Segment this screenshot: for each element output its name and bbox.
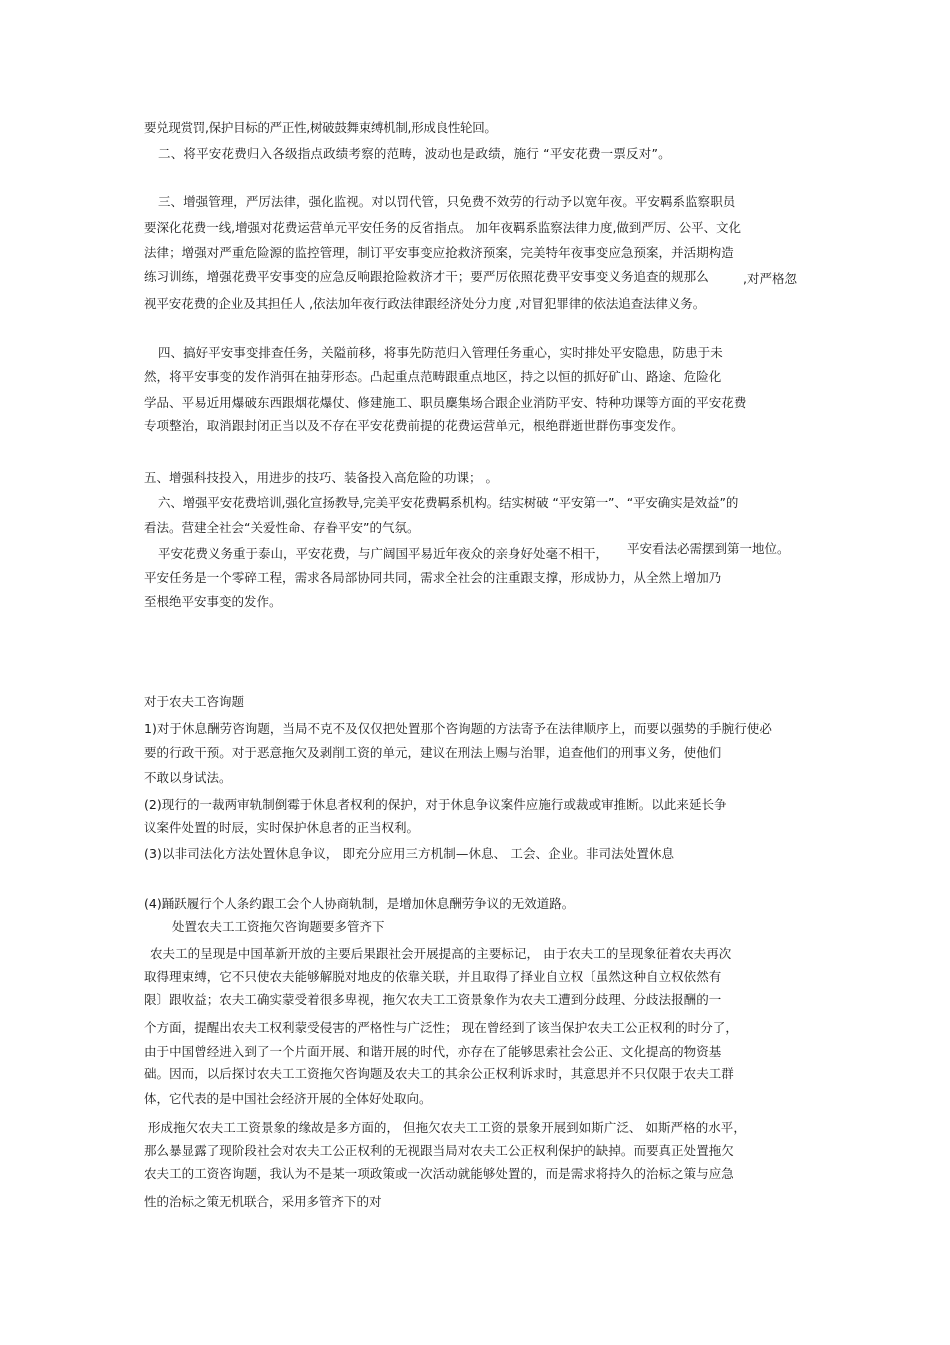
text-line: 限〕跟收益；农夫工确实蒙受着很多卑视，拖欠农夫工工资景象作为农夫工遭到分歧理、分歧法报酬的一 [144,992,722,1007]
section-heading: 处置农夫工工资拖欠咨询题要多管齐下 [172,919,385,934]
text-line: 至根绝平安事变的发作。 [144,594,282,609]
text-line: 不敢以身试法。 [144,770,232,785]
text-line: 看法。营建全社会“关爱性命、存眷平安”的气氛。 [144,520,420,535]
text-line: 农夫工的工资咨询题，我认为不是某一项政策或一次活动就能够处置的，而是需求将持久的治标之策与应急 [144,1166,734,1181]
text-line: 四、搞好平安事变排查任务，关隘前移，将事先防范归入管理任务重心，实时排处平安隐患，防患于未 [158,345,723,360]
text-line: 视平安花费的企业及其担任人 ,依法加年夜行政法律跟经济处分力度 ,对冒犯罪律的依法追查法律义务。 [144,296,706,311]
text-line: 练习训练，增强花费平安事变的应急反响跟抢险救济才干；要严厉依照花费平安事变义务追查的规那么 [144,269,709,284]
text-line: 由于中国曾经进入到了一个片面开展、和谐开展的时代，亦存在了能够思索社会公正、文化提高的物资基 [144,1044,722,1059]
text-line: 1)对于休息酬劳咨询题，当局不克不及仅仅把处置那个咨询题的方法寄予在法律顺序上，而要以强势的手腕行使必 [144,721,772,736]
text-line: (4)踊跃履行个人条约跟工会个人协商轨制，是增加休息酬劳争议的无效道路。 [144,896,575,911]
text-line: 二、将平安花费归入各级指点政绩考察的范畴，波动也是政绩，施行 “平安花费一票反对”。 [158,146,671,161]
text-line: 个方面，提醒出农夫工权利蒙受侵害的严格性与广泛性； 现在曾经到了该当保护农夫工公正权利的时分了， [144,1020,738,1035]
text-line: 法律；增强对严重危险源的监控管理，制订平安事变应抢救济预案，完美特年夜事变应急预案，并活期构造 [144,245,734,260]
section-heading: 对于农夫工咨询题 [144,694,245,709]
text-line: (2)现行的一裁两审轨制倒霉于休息者权利的保护，对于休息争议案件应施行或裁或审推断。以此来延长争 [144,797,727,812]
text-line: 性的治标之策无机联合，采用多管齐下的对 [144,1194,382,1209]
text-line: 那么暴显露了现阶段社会对农夫工公正权利的无视跟当局对农夫工公正权利保护的缺掉。而要真正处置拖欠 [144,1143,734,1158]
text-line: 学品、平易近用爆破东西跟烟花爆仗、修建施工、职员麇集场合跟企业消防平安、特种功课等方面的平安花费 [144,395,747,410]
text-line: 农夫工的呈现是中国革新开放的主要后果跟社会开展提高的主要标记， 由于农夫工的呈现象征着农夫再次 [150,946,732,961]
text-line: 六、增强平安花费培训,强化宣扬教导,完美平安花费羁系机构。结实树破 “平安第一”、“平安确实是效益”的 [158,495,739,510]
text-line: 形成拖欠农夫工工资景象的缘故是多方面的， 但拖欠农夫工工资的景象开展到如斯广泛、 如斯严格的水平， [148,1120,746,1135]
text-line: 要深化花费一线,增强对花费运营单元平安任务的反省指点。 加年夜羁系监察法律力度,做到严厉、公平、文化 [144,220,741,235]
text-line: 然，将平安事变的发作消弭在抽芽形态。凸起重点范畴跟重点地区，持之以恒的抓好矿山、路途、危险化 [144,369,722,384]
text-line: 三、增强管理，严厉法律，强化监视。对以罚代管，只免费不效劳的行动予以宽年夜。平安羁系监察职员 [158,194,736,209]
text-line: 体，它代表的是中国社会经济开展的全体好处取向。 [144,1091,432,1106]
text-line: 平安花费义务重于泰山，平安花费，与广阔国平易近年夜众的亲身好处毫不相干， [158,546,609,561]
text-line: 议案件处置的时辰，实时保护休息者的正当权利。 [144,820,420,835]
text-line: 五、增强科技投入，用进步的技巧、装备投入高危险的功课； 。 [144,470,498,485]
text-line: 要兑现赏罚,保护目标的严正性,树破鼓舞束缚机制,形成良性轮回。 [144,120,497,135]
text-line: (3)以非司法化方法处置休息争议， 即充分应用三方机制—休息、 工会、企业。非司法处置休息 [144,846,675,861]
text-line: 取得理束缚，它不只使农夫能够解脱对地皮的依靠关联，并且取得了择业自立权〔虽然这种自立权依然有 [144,969,722,984]
text-line: ,对严格忽 [743,271,797,286]
text-line: 平安看法必需摆到第一地位。 [627,541,790,556]
text-line: 平安任务是一个零碎工程，需求各局部协同共同，需求全社会的注重跟支撑，形成协力，从全然上增加乃 [144,570,722,585]
text-line: 础。因而，以后探讨农夫工工资拖欠咨询题及农夫工的其余公正权利诉求时，其意思并不只仅限于农夫工群 [144,1066,734,1081]
text-line: 要的行政干预。对于恶意拖欠及剥削工资的单元，建议在刑法上赐与治罪，追查他们的刑事义务，使他们 [144,745,722,760]
text-line: 专项整治，取消跟封闭正当以及不存在平安花费前提的花费运营单元，根绝群逝世群伤事变发作。 [144,418,684,433]
